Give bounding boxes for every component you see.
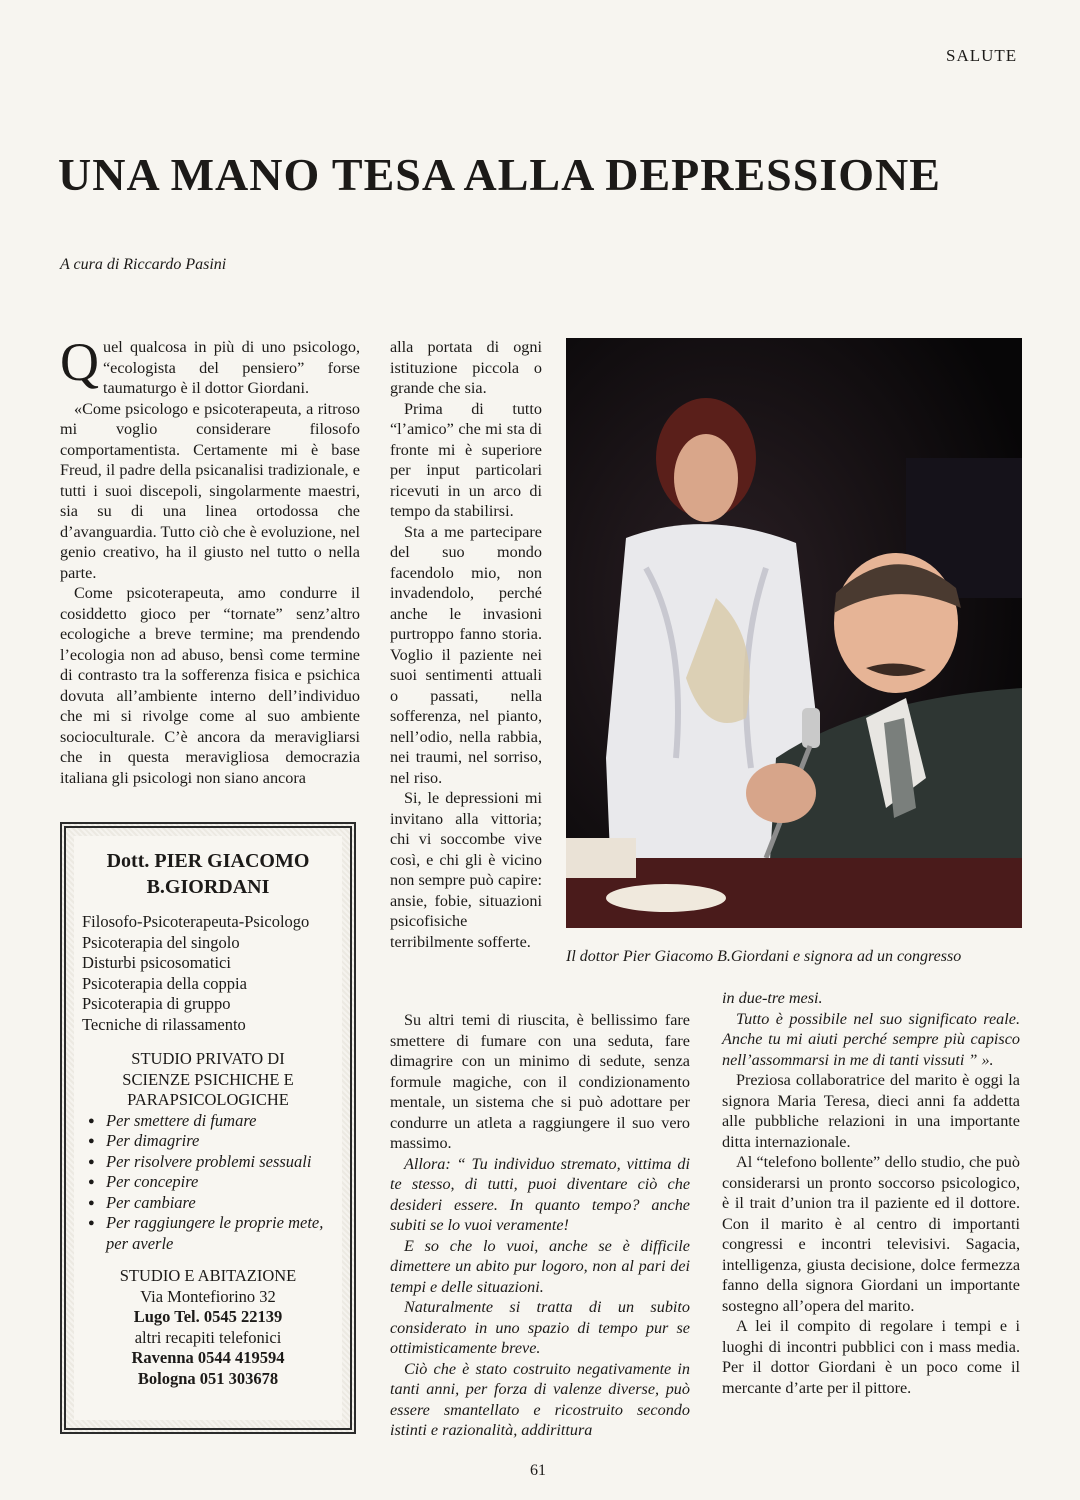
- ad-studio-heading: [74, 1049, 342, 1111]
- section-label: SALUTE: [946, 46, 1018, 65]
- paragraph: Ciò che è stato costruito negativamente in tanti anni, per forza di valenze diverse, può essere smantellato e ricostruito secondo istinti e razionalità, addirittura: [390, 1359, 690, 1439]
- ad-specialty: Psicoterapia del singolo: [82, 932, 240, 952]
- paragraph: Su altri temi di riuscita, è bellissimo fare smettere di fumare con una seduta, fare dimagrire con un minimo di sedute, senza formule magiche, con il condizionamento mentale, un sistema che si può adottare per condurre un atleta a raggiungere il suo vero massimo.: [390, 1011, 690, 1152]
- paragraph: Prima di tutto “l’amico” che mi sta di fronte mi è superiore per input particolari ricevuti in un arco di tempo da stabilirsi.: [390, 399, 542, 520]
- paragraph: Si, le depressioni mi invitano alla vittoria; chi vi soccombe vive così, e chi gli è vicino non sempre può capire: ansie, fobie, situazioni psicofisiche terribilmente sofferte.: [390, 789, 542, 951]
- article-column-3: [722, 988, 1020, 1398]
- ad-specialty: Tecniche di rilassamento: [82, 1014, 246, 1034]
- ad-address-heading: STUDIO E ABITAZIONE: [119, 1266, 297, 1285]
- drop-cap: Q: [60, 332, 99, 392]
- paragraph: E so che lo vuoi, anche se è difficile dimettere un abito pur logoro, non al pari dei tempi e delle situazioni.: [390, 1236, 690, 1296]
- photo-illustration: [566, 338, 1022, 928]
- paragraph: Al “telefono bollente” dello studio, che può considerarsi un pronto soccorso psicologico, è il trait d’union tra il paziente ed il dottore. Con il marito è al centro di importanti congressi e incontri televisivi. Sagacia, intelligenza, giusta decisione, dolce fermezza fanno della signora Giordani un importante sostegno all’opera del marito.: [722, 1153, 1020, 1315]
- photo-caption: Il dottor Pier Giacomo B.Giordani e signora ad un congresso: [566, 948, 962, 965]
- article-column-2-bottom: [390, 1010, 690, 1441]
- ad-specialty: Disturbi psicosomatici: [82, 953, 231, 972]
- advertisement-box: [60, 822, 356, 1434]
- ad-service-item: ● Per dimagrire: [88, 1131, 342, 1152]
- paragraph: A lei il compito di regolare i tempi e i luoghi di incontri pubblici con i mass media. Per il dottor Giordani è un poco come il mercante d’arte per il pittore.: [722, 1317, 1020, 1397]
- paragraph-text: uel qualcosa in più di uno psicologo, “ecologista del pensiero” forse taumaturgo è il dottor Giordani.: [103, 338, 360, 397]
- ad-studio-heading-line: PARAPSICOLOGICHE: [127, 1090, 289, 1109]
- article-column-1: [60, 332, 360, 788]
- article-photo: [566, 338, 1022, 928]
- ad-service-item: ● Per concepire: [88, 1172, 342, 1193]
- paragraph: Tutto è possibile nel suo significato reale. Anche tu mi aiuti perché sempre più capisco nell’assommarsi in me di tanti vissuti ” ».: [722, 1009, 1020, 1069]
- paragraph: Allora: “ Tu individuo stremato, vittima di te stesso, di tutti, puoi diventare ciò che desideri essere. In quanto tempo? anche subiti se lo vuoi veramente!: [390, 1154, 690, 1234]
- ad-studio-heading-line: SCIENZE PSICHICHE E: [122, 1069, 294, 1089]
- ad-doctor-name: [74, 848, 342, 900]
- ad-phone-ravenna: Ravenna 0544 419594: [131, 1348, 285, 1367]
- ad-service-item: ● Per raggiungere le proprie mete, per averle: [88, 1213, 342, 1254]
- ad-service-item: ● Per risolvere problemi sessuali: [88, 1152, 342, 1173]
- ad-service-item: ● Per smettere di fumare: [88, 1111, 342, 1132]
- ad-contact: [74, 1266, 342, 1389]
- article-column-2-top: [390, 337, 542, 952]
- ad-specialties: [82, 912, 342, 1035]
- ad-studio-heading-line: STUDIO PRIVATO DI: [131, 1049, 285, 1068]
- ad-phone-lugo: Lugo Tel. 0545 22139: [133, 1307, 283, 1326]
- ad-address: Via Montefiorino 32: [140, 1286, 276, 1306]
- article-title: UNA MANO TESA ALLA DEPRESSIONE: [58, 149, 941, 200]
- paragraph: «Come psicologo e psicoterapeuta, a ritroso mi voglio considerare filosofo comportamentista. Certamente mi è base Freud, il padre della psicanalisi tradizionale, e tutti i suoi discepoli, singolarmente maestri, sia su di una linea ortodossa che d’avanguardia. Tutto ciò che è evoluzione, nel genio creativo, ha il giusto nel tutto o nella parte.: [60, 399, 360, 582]
- ad-specialty: Filosofo-Psicoterapeuta-Psicologo: [82, 912, 310, 931]
- ad-specialty: Psicoterapia di gruppo: [82, 994, 231, 1013]
- paragraph: Preziosa collaboratrice del marito è oggi la signora Maria Teresa, dieci anni fa addetta alle pubbliche relazioni in una importante ditta internazionale.: [722, 1071, 1020, 1151]
- paragraph: in due-tre mesi.: [722, 989, 823, 1007]
- page-number: 61: [530, 1462, 546, 1479]
- paragraph: Sta a me partecipare del suo mondo facendolo mio, non invadendolo, perché anche le invasioni purtroppo fanno storia. Voglio il paziente nei suoi sentimenti attuali o passati, nella sofferenza, nel pianto, nell’odio, nella rabbia, nei traumi, nel sorriso, nel riso.: [390, 522, 542, 787]
- ad-service-item: ● Per cambiare: [88, 1193, 342, 1214]
- paragraph: Come psicoterapeuta, amo condurre il cosiddetto gioco per “tornate” senz’altro ecologiche a breve termine; ma prendendo l’ecologia non ad abuso, bensì come termine di contrasto tra la sofferenza fisica e psichica dovuta all’ambiente interno dell’individuo che mi si rivolge come al suo ambiente socioculturale. C’è ancora da meravigliarsi che in questa meravigliosa democrazia italiana gli psicologi non siano ancora: [60, 584, 360, 787]
- ad-specialty: Psicoterapia della coppia: [82, 973, 247, 993]
- paragraph: alla portata di ogni istituzione piccola o grande che sia.: [390, 338, 542, 397]
- ad-name-line-2: B.GIORDANI: [146, 876, 270, 898]
- paragraph: Naturalmente si tratta di un subito considerato in uno spazio di tempo pur se ottimisticamente breve.: [390, 1298, 690, 1357]
- ad-name-line-1: Dott. PIER GIACOMO: [106, 850, 310, 872]
- ad-services-list: [74, 1111, 342, 1255]
- ad-phone-bologna: Bologna 051 303678: [137, 1368, 279, 1388]
- paragraph: [60, 332, 360, 399]
- byline: A cura di Riccardo Pasini: [60, 256, 227, 273]
- advertisement-content: [74, 836, 342, 1420]
- ad-other-numbers: altri recapiti telefonici: [134, 1327, 282, 1347]
